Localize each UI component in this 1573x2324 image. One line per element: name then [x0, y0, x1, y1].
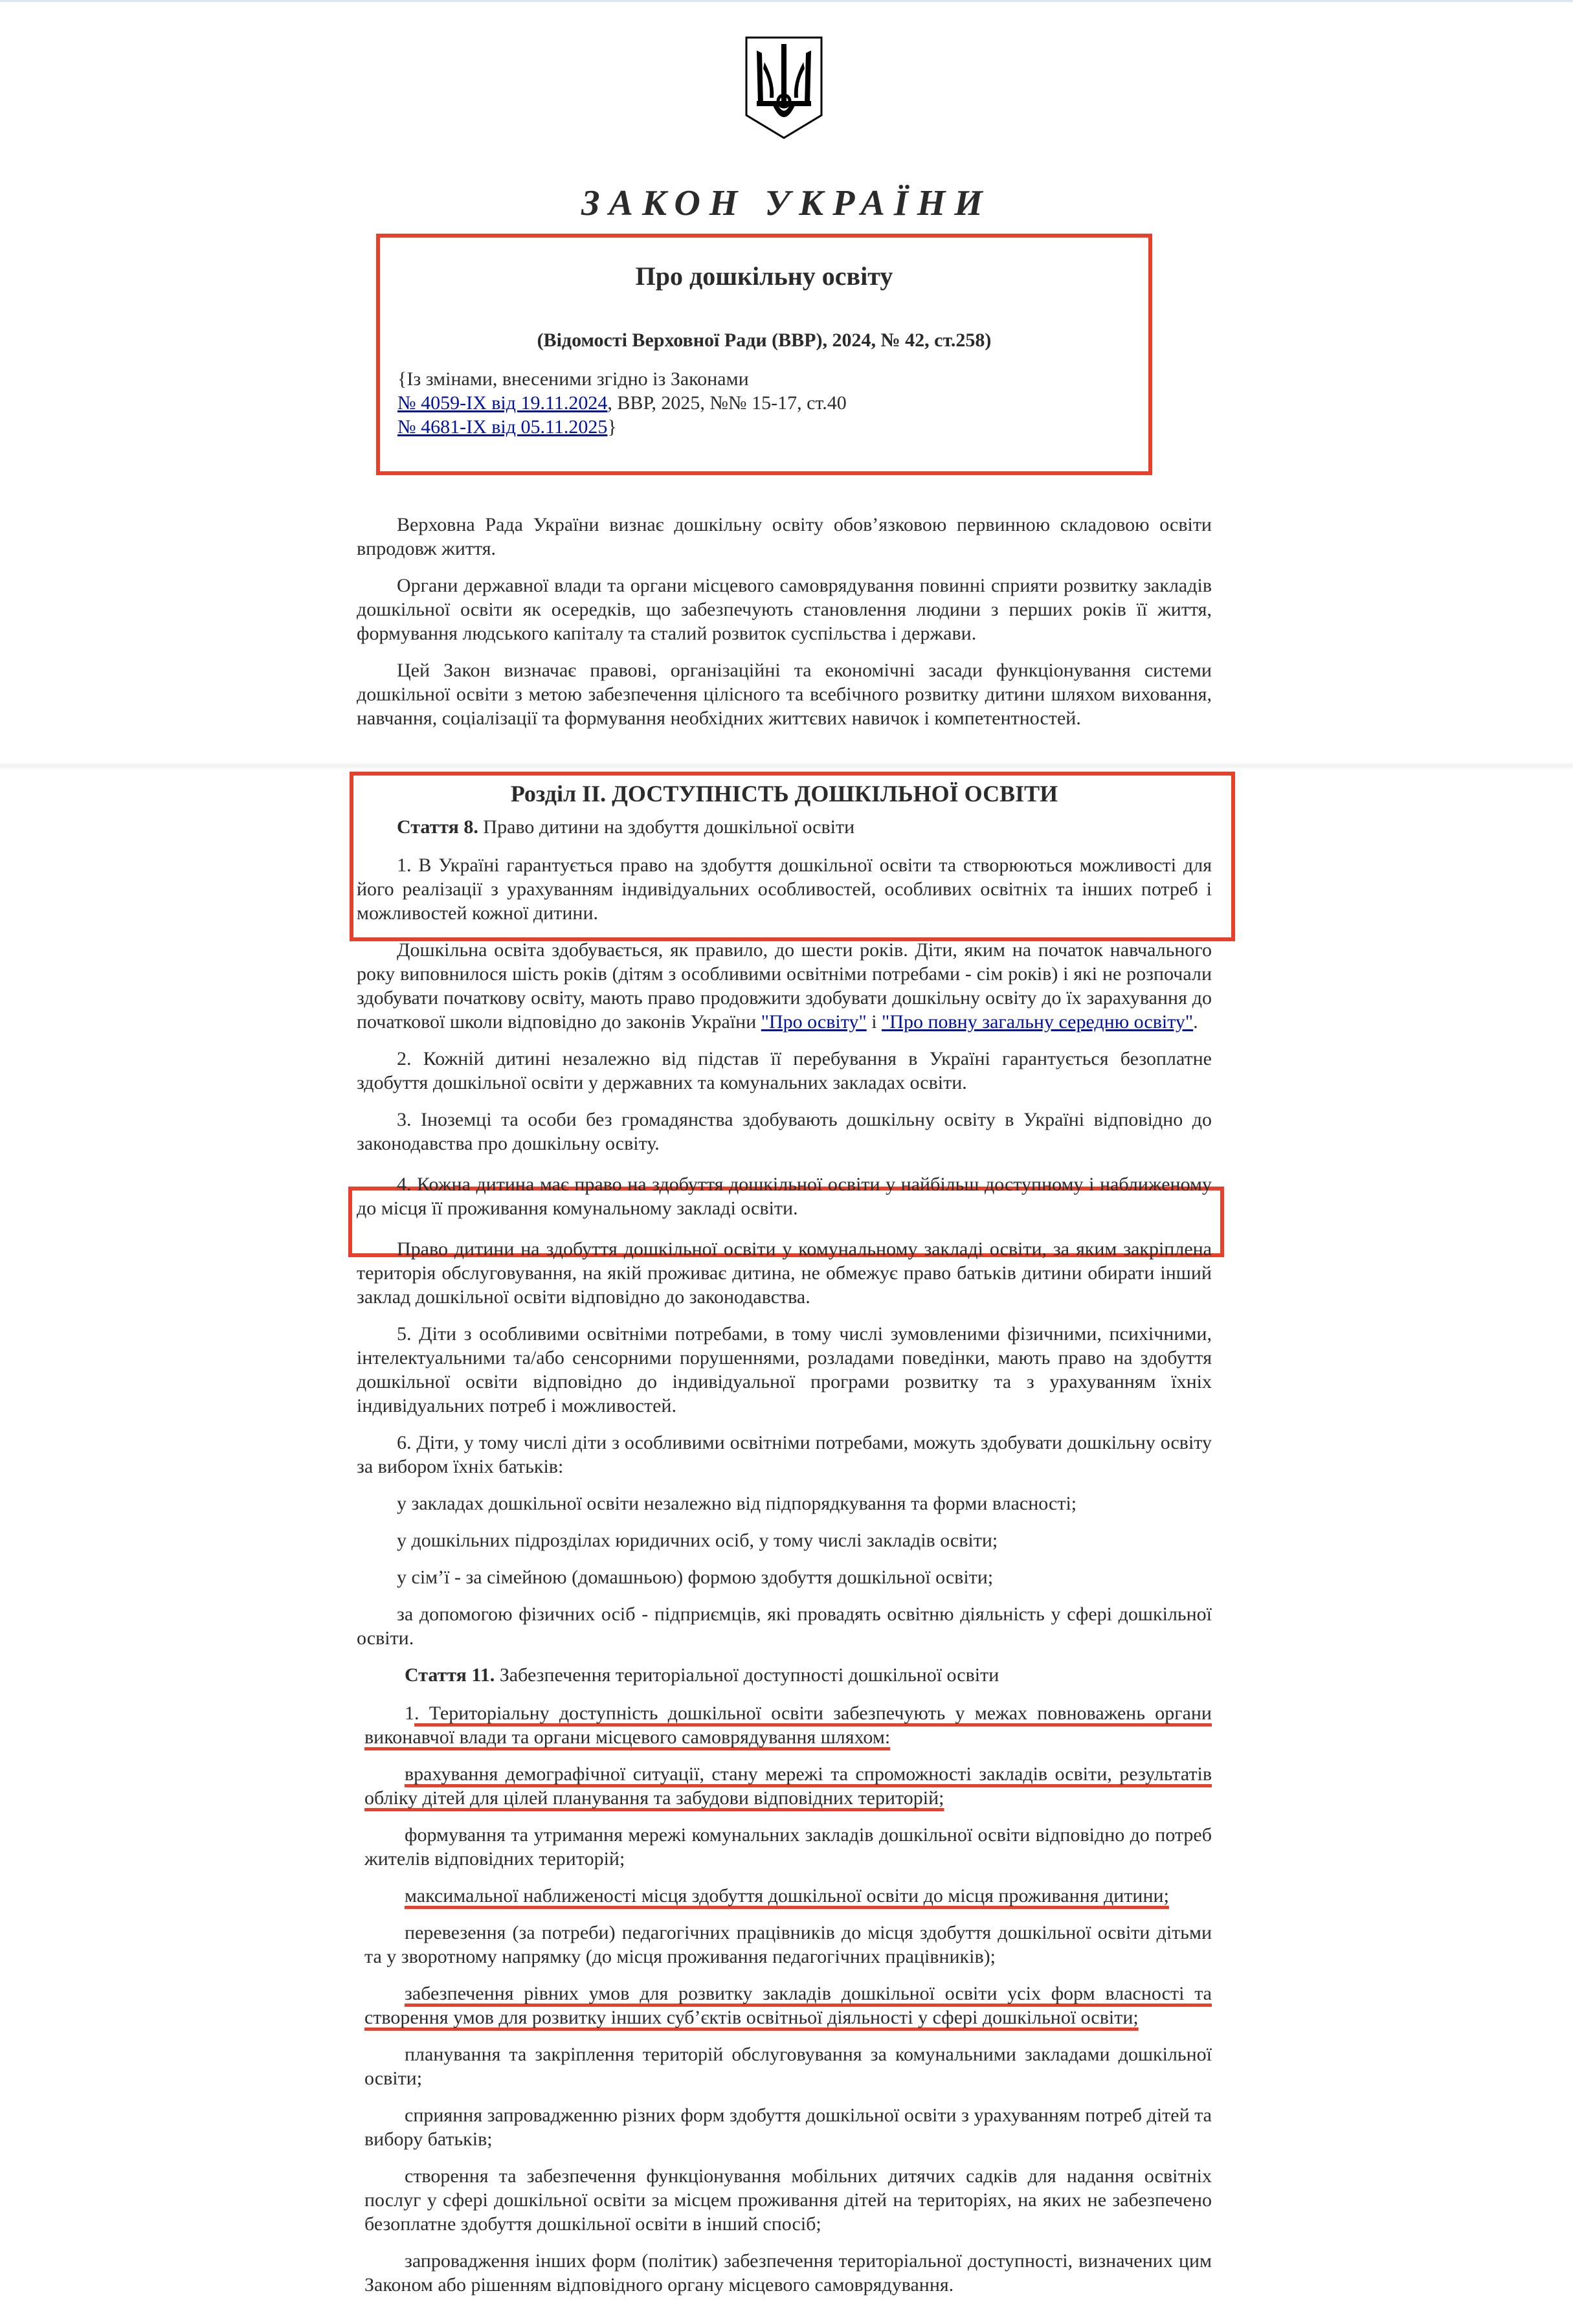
paragraph: 4. Кожна дитина має право на здобуття дошкільної освіти у найбільш доступному і наближеному до місця її проживання комунальному закладі освіти.: [357, 1174, 1212, 1219]
coat-of-arms-icon: [744, 36, 823, 140]
list-item: [357, 1762, 1212, 1810]
paragraph: 1. В Україні гарантується право на здобуття дошкільної освіти та створюються можливості для його реалізації з урахуванням індивідуальних особливостей, особливих освітніх та інших потреб і можливостей кожної дитини.: [357, 855, 1212, 924]
section-2: [357, 777, 1212, 2310]
item-number: 1: [405, 1703, 414, 1724]
amendment-1-source: , ВВР, 2025, №№ 15-17, ст.40: [607, 392, 847, 414]
conjunction: і: [866, 1011, 882, 1033]
section-title: Розділ II. ДОСТУПНІСТЬ ДОШКІЛЬНОЇ ОСВІТИ: [510, 781, 1058, 807]
amendment-close: }: [607, 416, 617, 438]
amendments: [397, 367, 847, 439]
paragraph: [357, 1701, 1212, 1749]
list-item: перевезення (за потреби) педагогічних працівників до місця здобуття дошкільної освіти дітьми та у зворотному напрямку (до місця проживання педагогічних працівників);: [364, 1922, 1212, 1967]
paragraph: 5. Діти з особливими освітніми потребами, в тому числі зумовленими фізичними, психічними, інтелектуальними та/або сенсорними порушеннями, розладами поведінки, мають право на здобуття дошкільної освіти відповідно до індивідуальної програми розвитку та з урахуванням їхніх індивідуальних потреб і можливостей.: [357, 1323, 1212, 1416]
paragraph: Право дитини на здобуття дошкільної освіти у комунальному закладі освіти, за яким закріплена територія обслуговування, на якій проживає дитина, не обмежує право батьків дитини обирати інший заклад дошкільної освіти відповідно до законодавства.: [357, 1238, 1212, 1308]
article-11-heading: [357, 1663, 1212, 1687]
article-label: Стаття 11.: [405, 1664, 495, 1686]
paragraph: [357, 938, 1212, 1034]
article-title: Забезпечення територіальної доступності дошкільної освіти: [495, 1664, 999, 1686]
underlined-text: максимальної наближеності місця здобуття дошкільної освіти до місця проживання дитини;: [405, 1885, 1169, 1906]
law-heading: ЗАКОН УКРАЇНИ: [581, 183, 992, 223]
list-item: формування та утримання мережі комунальних закладів дошкільної освіти відповідно до потреб жителів відповідних територій;: [364, 1824, 1212, 1870]
underlined-text: забезпечення рівних умов для розвитку закладів дошкільної освіти усіх форм власності та створення умов для розвитку інших суб’єктів освітньої діяльності у сфері дошкільної освіти;: [364, 1983, 1212, 2028]
paragraph-text: Дошкільна освіта здобувається, як правило, до шести років. Діти, яким на початок навчального року виповнилося шість років (дітям з особливими освітніми потребами - сім років) і які не розпочали здобувати початкову освіту, мають право продовжити здобувати дошкільну освіту до їх зарахування до початкової школи відповідно до законів України: [357, 939, 1212, 1033]
page-title: Про дошкільну освіту: [635, 262, 893, 291]
vvr-reference: (Відомості Верховної Ради (ВВР), 2024, № 42, ст.258): [537, 330, 992, 351]
amendment-link-4681[interactable]: № 4681-IX від 05.11.2025: [397, 416, 608, 438]
preamble: [357, 513, 1212, 743]
amendment-link-4059[interactable]: № 4059-IX від 19.11.2024: [397, 392, 608, 414]
preamble-paragraph: Цей Закон визначає правові, організаційні та економічні засади функціонування системи дошкільної освіти з метою забезпечення цілісного та всебічного розвитку дитини шляхом виховання, навчання, соціалізації та формування необхідних життєвих навичок і компетентностей.: [357, 660, 1212, 729]
article-title: Право дитини на здобуття дошкільної освіти: [478, 816, 855, 838]
list-item: у закладах дошкільної освіти незалежно від підпорядкування та форми власності;: [397, 1493, 1077, 1514]
list-item: планування та закріплення територій обслуговування за комунальними закладами дошкільної освіти;: [364, 2044, 1212, 2089]
underlined-text: . Територіальну доступність дошкільної освіти забезпечують у межах повноважень органи виконавчої влади та органи місцевого самоврядування шляхом:: [364, 1703, 1212, 1748]
list-item: у дошкільних підрозділах юридичних осіб, у тому числі закладів освіти;: [397, 1530, 998, 1551]
list-item: сприяння запровадженню різних форм здобуття дошкільної освіти з урахуванням потреб дітей та вибору батьків;: [364, 2105, 1212, 2150]
amendments-intro: {Із змінами, внесеними згідно із Законами: [397, 368, 749, 390]
screenshot-separator: [0, 761, 1573, 770]
top-border: [0, 0, 1573, 2]
preamble-paragraph: Органи державної влади та органи місцевого самоврядування повинні сприяти розвитку закладів дошкільної освіти як осередків, що забезпечують становлення людини з перших років її життя, формування людського капіталу та сталий розвиток суспільства і держави.: [357, 575, 1212, 644]
period: .: [1193, 1011, 1198, 1033]
list-item: створення та забезпечення функціонування мобільних дитячих садків для надання освітніх послуг у сфері дошкільної освіти за місцем проживання дітей на територіях, на яких не забезпечено безоплатне здобуття дошкільної освіти в інший спосіб;: [364, 2165, 1212, 2235]
list-item: у сім’ї - за сімейною (домашньою) формою здобуття дошкільної освіти;: [397, 1567, 994, 1588]
link-pro-povnu-zahalnu-serednyu-osvitu[interactable]: "Про повну загальну середню освіту": [882, 1011, 1194, 1033]
list-item: запровадження інших форм (політик) забезпечення територіальної доступності, визначених цим Законом або рішенням відповідного органу місцевого самоврядування.: [364, 2250, 1212, 2296]
list-item: за допомогою фізичних осіб - підприємців, які провадять освітню діяльність у сфері дошкільної освіти.: [357, 1603, 1212, 1649]
list-item: [357, 1982, 1212, 2029]
paragraph: 2. Кожній дитині незалежно від підстав її перебування в Україні гарантується безоплатне здобуття дошкільної освіти у державних та комунальних закладах освіти.: [357, 1048, 1212, 1093]
article-label: Стаття 8.: [397, 816, 478, 838]
title-annotation-box: [376, 234, 1152, 475]
article-8-heading: [357, 815, 1212, 839]
paragraph: 6. Діти, у тому числі діти з особливими освітніми потребами, можуть здобувати дошкільну освіту за вибором їхніх батьків:: [357, 1432, 1212, 1477]
link-pro-osvitu[interactable]: "Про освіту": [761, 1011, 867, 1033]
list-item: [357, 1884, 1212, 1908]
underlined-text: врахування демографічної ситуації, стану мережі та спроможності закладів освіти, результатів обліку дітей для цілей планування та забудови відповідних територій;: [364, 1763, 1212, 1809]
paragraph: 3. Іноземці та особи без громадянства здобувають дошкільну освіту в Україні відповідно до законодавства про дошкільну освіту.: [357, 1109, 1212, 1154]
preamble-paragraph: Верховна Рада України визнає дошкільну освіту обов’язковою первинною складовою освіти впродовж життя.: [357, 514, 1212, 559]
